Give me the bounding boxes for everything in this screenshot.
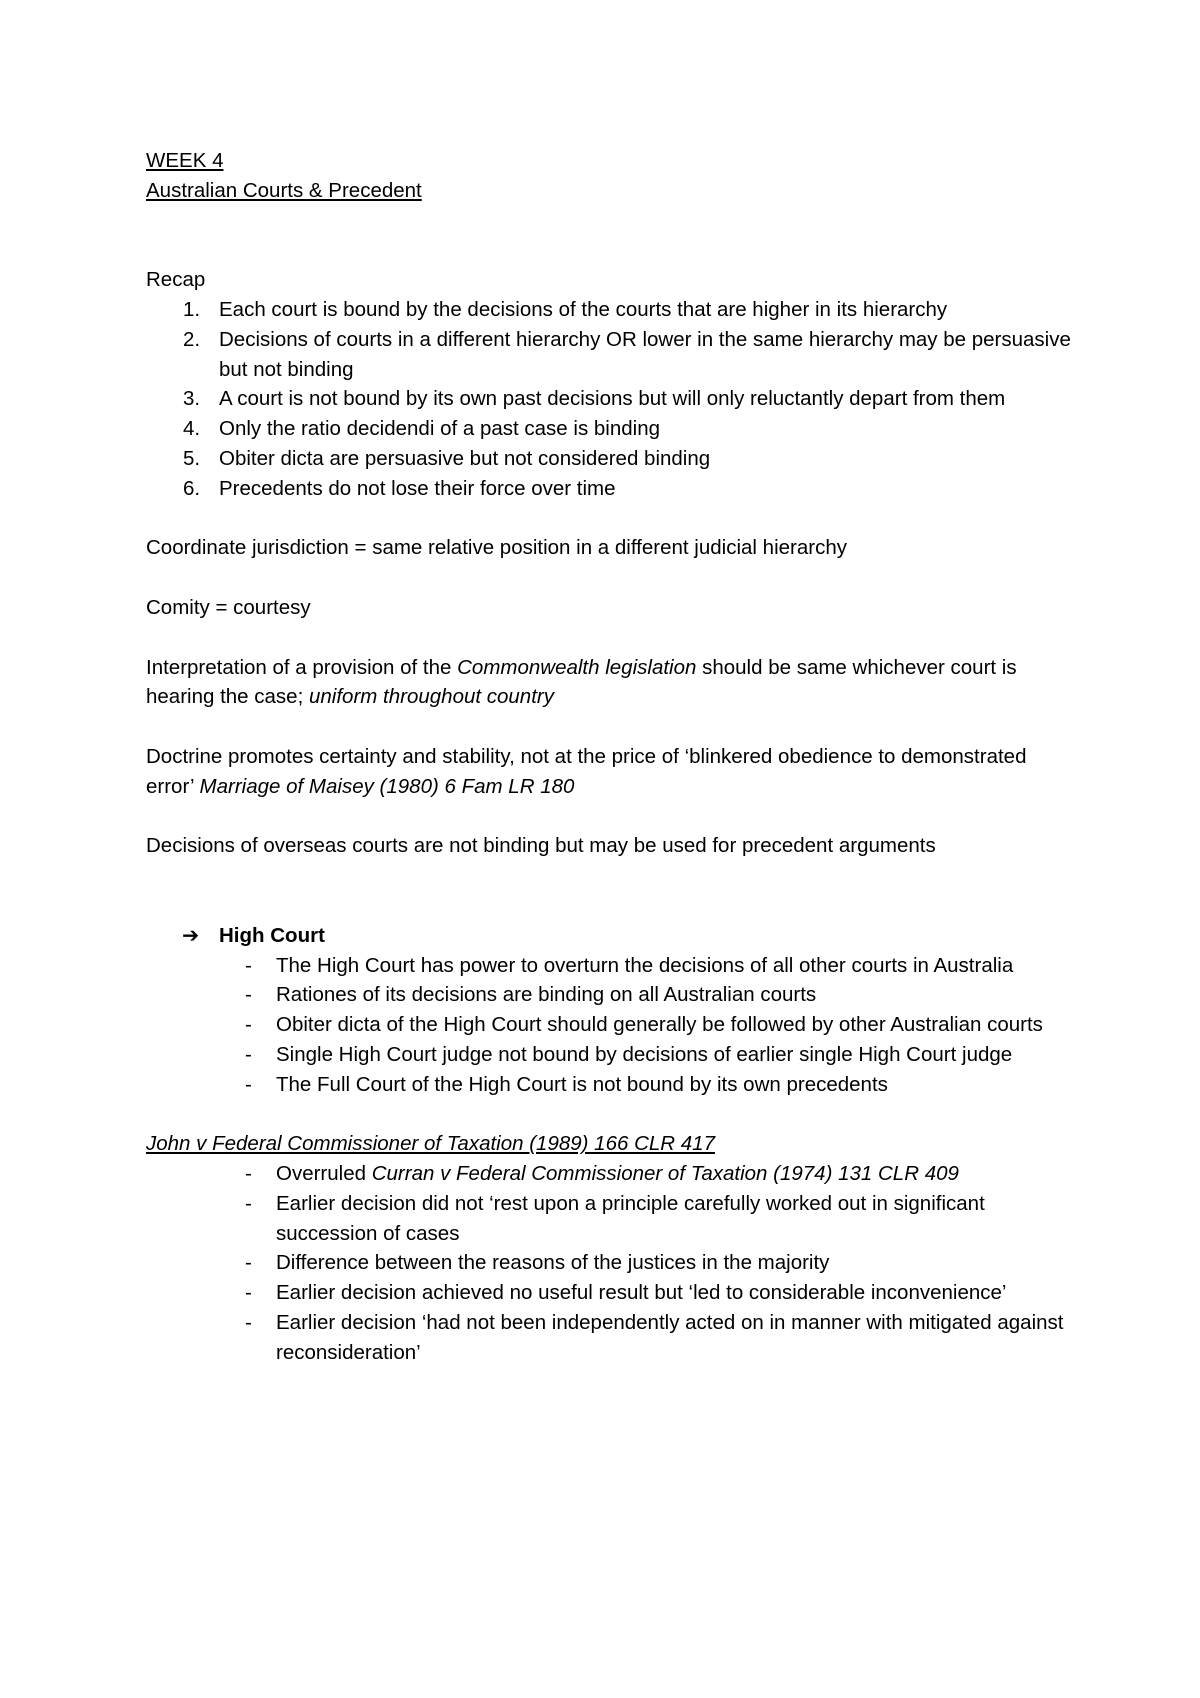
- dash-bullet: -: [245, 1281, 252, 1305]
- list-item: [146, 1010, 1076, 1040]
- item-text: The High Court has power to overturn the decisions of all other courts in Australia: [276, 953, 1014, 977]
- item-number: 5.: [183, 446, 201, 470]
- item-number: 1.: [183, 297, 201, 321]
- list-item: [146, 951, 1076, 981]
- list-item: [146, 295, 1076, 325]
- dash-bullet: -: [245, 1191, 252, 1215]
- dash-bullet: -: [245, 1072, 252, 1096]
- coordinate-jurisdiction-definition: Coordinate jurisdiction = same relative position in a different judicial hierarchy: [146, 536, 847, 560]
- item-number: 6.: [183, 476, 201, 500]
- item-number: 3.: [183, 387, 201, 411]
- arrow-right-icon: ➔: [182, 923, 200, 947]
- interpretation-paragraph: [146, 653, 1076, 713]
- item-text: Decisions of courts in a different hierarchy OR lower in the same hierarchy may be persuasive but not binding: [219, 327, 1071, 381]
- text-run: Interpretation of a provision of the: [146, 655, 458, 679]
- item-text: Rationes of its decisions are binding on all Australian courts: [276, 983, 817, 1007]
- item-text: Earlier decision achieved no useful result but ‘led to considerable inconvenience’: [276, 1281, 1007, 1305]
- list-item: [146, 474, 1076, 504]
- spacer: [146, 504, 1076, 534]
- document-page: [146, 146, 1076, 1368]
- list-item: [146, 444, 1076, 474]
- item-text: Precedents do not lose their force over time: [219, 476, 616, 500]
- list-item: [146, 980, 1076, 1010]
- list-item: [146, 1070, 1076, 1100]
- list-item: [146, 1278, 1076, 1308]
- item-text: The Full Court of the High Court is not bound by its own precedents: [276, 1072, 888, 1096]
- spacer: [146, 802, 1076, 832]
- item-text: A court is not bound by its own past decisions but will only reluctantly depart from them: [219, 387, 1006, 411]
- item-text: Earlier decision ‘had not been independently acted on in manner with mitigated against reconsideration’: [276, 1311, 1064, 1364]
- topic-heading: Australian Courts & Precedent: [146, 178, 422, 202]
- list-item: [146, 1040, 1076, 1070]
- list-item: [146, 1159, 1076, 1189]
- italic-text: Commonwealth legislation: [457, 655, 697, 679]
- case-citation: Marriage of Maisey (1980) 6 Fam LR 180: [199, 774, 575, 798]
- item-text: Obiter dicta are persuasive but not considered binding: [219, 446, 711, 470]
- italic-text: uniform throughout country: [308, 685, 554, 709]
- item-text: Single High Court judge not bound by decisions of earlier single High Court judge: [276, 1042, 1013, 1066]
- item-text: Obiter dicta of the High Court should generally be followed by other Australian courts: [276, 1013, 1043, 1037]
- recap-list: [146, 295, 1076, 504]
- item-text: Difference between the reasons of the justices in the majority: [276, 1251, 830, 1275]
- john-case-title: John v Federal Commissioner of Taxation (1989) 166 CLR 417: [146, 1132, 715, 1156]
- week-heading: WEEK 4: [146, 149, 224, 172]
- spacer: [146, 563, 1076, 593]
- dash-bullet: -: [245, 1042, 252, 1066]
- overseas-paragraph: Decisions of overseas courts are not binding but may be used for precedent arguments: [146, 834, 936, 858]
- recap-title: Recap: [146, 268, 206, 292]
- dash-bullet: -: [245, 1013, 252, 1037]
- list-item: [146, 1248, 1076, 1278]
- text-run: Overruled: [276, 1162, 372, 1186]
- dash-bullet: -: [245, 953, 252, 977]
- item-number: 2.: [183, 327, 201, 351]
- doctrine-paragraph: [146, 742, 1076, 802]
- text-run: should be same whichever court is hearing the case;: [146, 655, 1017, 709]
- list-item: [146, 325, 1076, 385]
- item-text: Each court is bound by the decisions of the courts that are higher in its hierarchy: [219, 297, 948, 321]
- heading-text: High Court: [219, 923, 325, 947]
- spacer: [146, 861, 1076, 921]
- dash-bullet: -: [245, 1251, 252, 1275]
- item-text: Only the ratio decidendi of a past case is binding: [219, 417, 661, 441]
- list-item: [146, 1308, 1076, 1368]
- john-case-points: [146, 1159, 1076, 1368]
- spacer: [146, 1100, 1076, 1130]
- list-item: [146, 384, 1076, 414]
- item-number: 4.: [183, 417, 201, 441]
- spacer: [146, 206, 1076, 266]
- text-run: Doctrine promotes certainty and stability, not at the price of ‘blinkered obedience to demonstrated error’: [146, 744, 1027, 798]
- spacer: [146, 623, 1076, 653]
- case-citation: Curran v Federal Commissioner of Taxation (1974) 131 CLR 409: [371, 1162, 959, 1186]
- dash-bullet: -: [245, 1311, 252, 1335]
- list-item: [146, 1189, 1076, 1249]
- dash-bullet: -: [245, 1162, 252, 1186]
- item-text: Earlier decision did not ‘rest upon a principle carefully worked out in significant succession of cases: [276, 1191, 985, 1245]
- dash-bullet: -: [245, 983, 252, 1007]
- high-court-points: [146, 951, 1076, 1100]
- list-item: [146, 414, 1076, 444]
- comity-definition: Comity = courtesy: [146, 595, 311, 619]
- spacer: [146, 712, 1076, 742]
- high-court-heading: [146, 921, 1076, 951]
